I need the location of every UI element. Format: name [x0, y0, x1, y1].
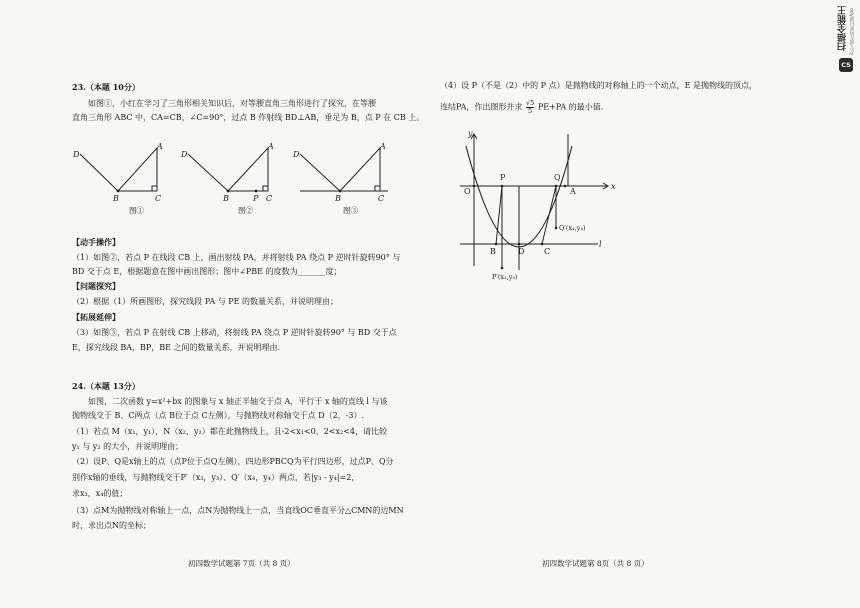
q24-text: y₁ 与 y₂ 的大小，并说明理由；	[72, 442, 184, 451]
q23-text: （2）根据（1）所画图形，探究线段 PA 与 PE 的数量关系，并说明理由；	[72, 297, 338, 306]
label-A: A	[268, 142, 274, 151]
q23-text: E，探究线段 BA，BP，BE 之间的数量关系，并说明理由.	[72, 343, 281, 352]
q23-text: （3）如图③，若点 P 在射线 CB 上移动，将射线 PA 绕点 P 逆时针旋转90° 与 BD 交于点	[72, 328, 397, 337]
q24-4-text: 连结PA，作出图形并求 $\frac{√5}{5}$ PE+PA 的最小值.	[440, 99, 604, 115]
label-Q: Q	[554, 173, 561, 182]
page-footer: 初四数学试题第 8页（共 8 页）	[542, 559, 649, 568]
q24-text: 如图，二次函数 y=x²+bx 的图象与 x 轴正半轴交于点 A，平行于 x 轴的直线 l 与该	[88, 397, 388, 406]
label-A: A	[570, 187, 576, 196]
label-C: C	[155, 194, 162, 203]
q23-text: 如图①，小红在学习了三角形相关知识后，对等腰直角三角形进行了探究，在等腰	[88, 99, 376, 108]
q24-text: 抛物线交于 B、C两点（点 B位于点 C左侧），与抛物线对称轴交于点 D（2，-3）.	[72, 411, 365, 420]
label-D: D	[181, 150, 188, 159]
q24-text: 别作x轴的垂线，与抛物线交于P′（x₃，y₃）、Q′（x₄，y₄）两点，若|y₃ - y₄|=2，	[72, 473, 360, 482]
q23-text: 直角三角形 ABC 中，CA=CB，∠C=90°，过点 B 作射线 BD⊥AB，垂足为 B，点 P 在 CB 上。	[72, 113, 425, 122]
figure-caption: 图②	[238, 206, 253, 215]
q24-text: （1）若点 M（x₁，y₁），N（x₂，y₂）都在此抛物线上，且-2<x₁<0，2<x₂<4，请比较	[72, 427, 388, 436]
page-footer: 初四数学试题第 7页（共 8 页）	[188, 559, 295, 568]
q24-text: （3）点M为抛物线对称轴上一点，点N为抛物线上一点，当直线OC垂直平分△CMN的边MN	[72, 506, 404, 515]
label-B: B	[335, 194, 341, 203]
label-Pprime: P′(x₃,y₃)	[492, 273, 518, 281]
label-A: A	[380, 142, 386, 151]
scanner-logo	[832, 4, 858, 84]
q24-text: 时，求出点N的坐标；	[72, 521, 151, 530]
logo-subtitle: 3亿人都在用的扫描App	[850, 8, 855, 56]
label-A: A	[157, 142, 163, 151]
label-C: C	[266, 194, 273, 203]
logo-name: 扫描全能王	[838, 6, 848, 51]
label-P: P	[253, 194, 259, 203]
label-y: y	[468, 129, 473, 138]
label-O: O	[464, 187, 471, 196]
label-B: B	[113, 194, 119, 203]
label-D: D	[73, 150, 80, 159]
q24-4-text: （4）设 P（不是（2）中的 P 点）是抛物线的对称轴上的一个动点，E 是抛物线的顶点，	[440, 81, 757, 90]
q23-text: （1）如图②，若点 P 在线段 CB 上，画出射线 PA，并将射线 PA 绕点 P 逆时针旋转90° 与	[72, 253, 401, 262]
right-page	[440, 0, 860, 608]
section-title: 【动手操作】	[72, 237, 120, 247]
section-title: 【问题探究】	[72, 281, 120, 291]
q23-text: BD 交于点 E，根据题意在图中画出图形；图中∠PBE 的度数为_______度；	[72, 267, 342, 276]
label-B: B	[490, 247, 496, 256]
label-l: l	[599, 240, 602, 249]
label-D: D	[293, 150, 300, 159]
label-C: C	[378, 194, 385, 203]
q23-header: 23.（本题 10分）	[72, 82, 140, 92]
q24-header: 24.（本题 13分）	[72, 381, 140, 391]
label-x: x	[611, 182, 616, 191]
section-title: 【拓展延伸】	[72, 312, 120, 322]
label-P: P	[500, 173, 506, 182]
q24-text: （2）设P、Q是x轴上的点（点P位于点Q左侧），四边形PBCQ为平行四边形，过点P、Q分	[72, 457, 394, 466]
label-Qprime: Q′(x₄,y₄)	[559, 224, 586, 232]
cs-logo-icon: CS	[839, 58, 853, 72]
figure-caption: 图①	[129, 206, 144, 215]
parabola-graph	[458, 126, 628, 286]
label-D: D	[518, 247, 525, 256]
fraction: $\frac{√5}{5}$	[525, 99, 535, 115]
q24-text: 求x₃，x₄的值；	[72, 489, 128, 498]
label-B: B	[223, 194, 229, 203]
q23-figures	[0, 140, 440, 230]
label-C: C	[544, 247, 551, 256]
figure-caption: 图③	[343, 206, 358, 215]
